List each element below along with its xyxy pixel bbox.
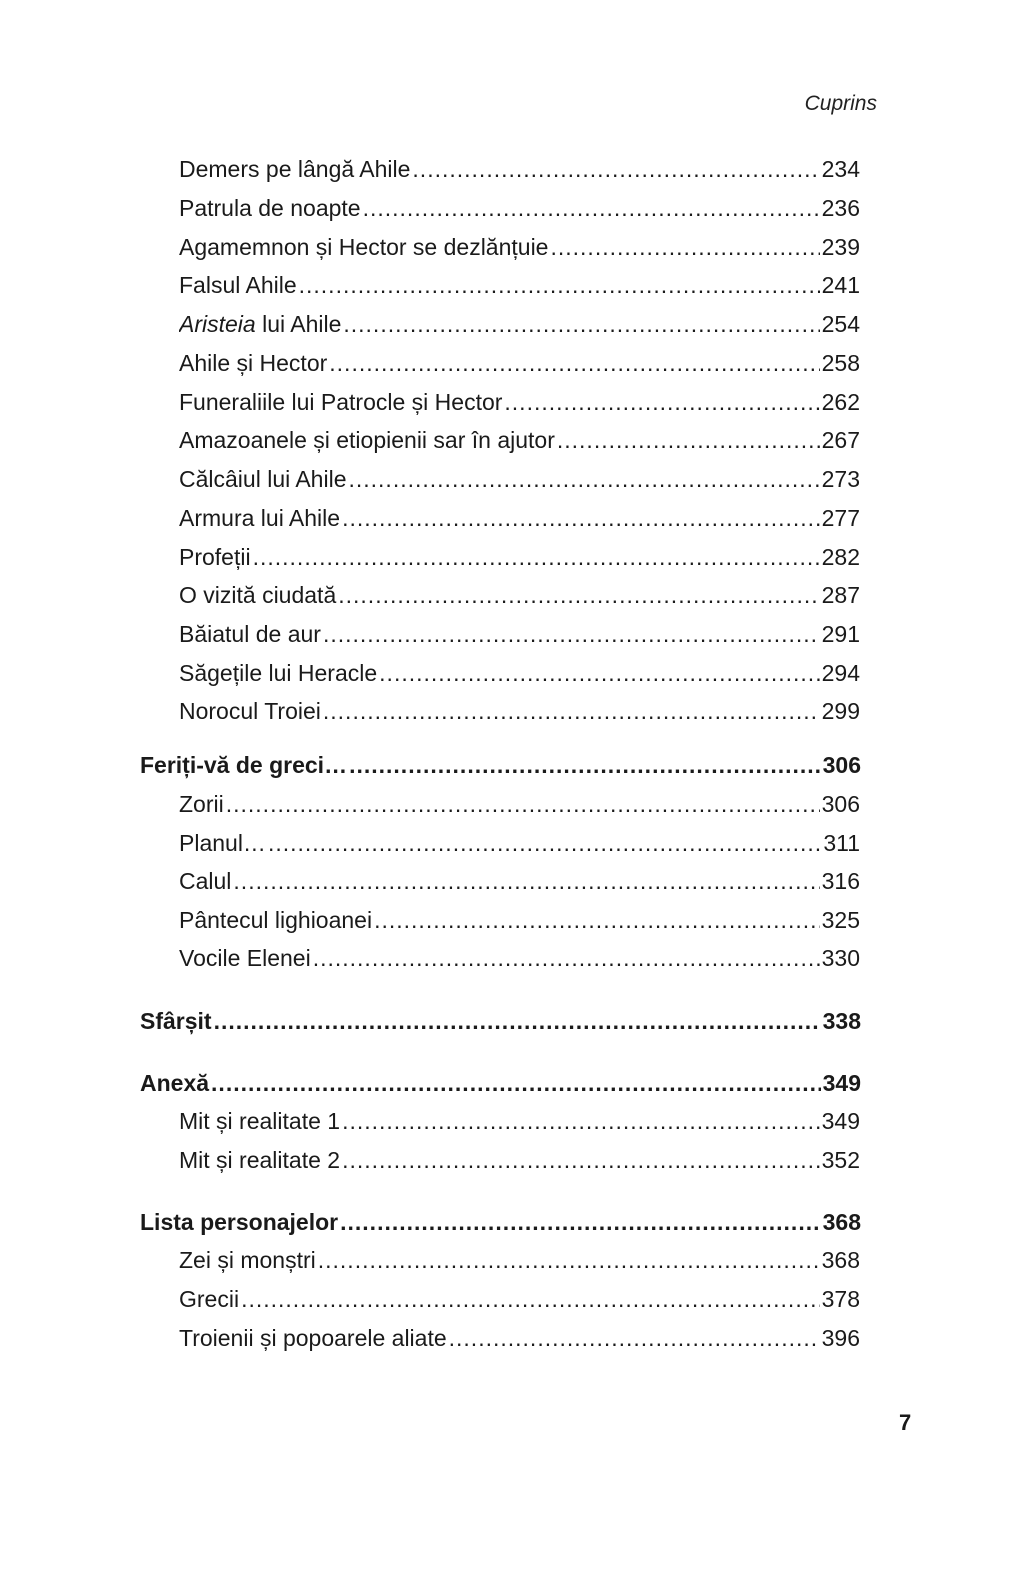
toc-section-title: Anexă xyxy=(140,1070,210,1096)
toc-section xyxy=(140,748,861,782)
dot-leader xyxy=(343,307,819,341)
toc-entry xyxy=(179,152,860,186)
toc-entry-title: Zorii xyxy=(179,791,224,817)
toc-entry xyxy=(179,903,860,937)
toc-entry-title: Calul xyxy=(179,868,232,894)
toc-entry xyxy=(179,1282,860,1316)
toc-entry-title: Demers pe lângă Ahile xyxy=(179,156,411,182)
toc-entry xyxy=(179,423,860,457)
dot-leader xyxy=(557,423,820,457)
toc-entry-title: Armura lui Ahile xyxy=(179,505,341,531)
toc-entry-title xyxy=(179,307,341,341)
dot-leader xyxy=(253,540,820,574)
toc-entry xyxy=(179,617,860,651)
page-number: 7 xyxy=(899,1410,912,1435)
dot-leader xyxy=(313,941,820,975)
dot-leader xyxy=(449,1321,820,1355)
dot-leader xyxy=(241,1282,820,1316)
dot-leader xyxy=(374,903,820,937)
toc-entry-title-italic: Aristeia xyxy=(179,311,256,337)
toc-entry-title: Funeraliile lui Patrocle și Hector xyxy=(179,389,503,415)
toc-entry xyxy=(179,191,860,225)
toc-section-page: 349 xyxy=(822,1070,861,1096)
dot-leader xyxy=(342,501,820,535)
toc-entry xyxy=(179,864,860,898)
toc-entry-title: Amazoanele și etiopienii sar în ajutor xyxy=(179,427,555,453)
dot-leader xyxy=(363,191,820,225)
dot-leader xyxy=(342,1143,820,1177)
toc-entry xyxy=(179,268,860,302)
dot-leader xyxy=(214,1004,821,1038)
toc-entry-title: O vizită ciudată xyxy=(179,582,337,608)
toc-entry xyxy=(179,656,860,690)
dot-leader xyxy=(504,385,819,419)
toc-entry-title: Călcâiul lui Ahile xyxy=(179,466,347,492)
toc-entry-page: 258 xyxy=(821,350,860,376)
toc-section-title: Lista personajelor xyxy=(140,1209,339,1235)
toc-entry xyxy=(179,540,860,574)
toc-entry xyxy=(179,826,860,860)
toc-entry xyxy=(179,462,860,496)
toc-entry-title: Mit și realitate 1 xyxy=(179,1108,341,1134)
toc-entry-title: Pântecul lighioanei xyxy=(179,907,373,933)
toc-entry xyxy=(179,787,860,821)
dot-leader xyxy=(340,1205,821,1239)
toc-entry xyxy=(179,941,860,975)
dot-leader xyxy=(342,1104,820,1138)
dot-leader xyxy=(338,578,819,612)
toc-entry-title: Profeții xyxy=(179,544,251,570)
toc-entry-page: 282 xyxy=(821,544,860,570)
toc-entry-title: Grecii xyxy=(179,1286,240,1312)
dot-leader xyxy=(550,230,819,264)
toc-entry-title-rest: lui Ahile xyxy=(255,311,342,337)
toc-entry xyxy=(179,578,860,612)
toc-entry-page: 291 xyxy=(821,621,860,647)
toc-entry-title: Băiatul de aur xyxy=(179,621,321,647)
toc-entry-page: 294 xyxy=(821,660,860,686)
toc-entry-page: 349 xyxy=(821,1108,860,1134)
toc-entry xyxy=(179,346,860,380)
toc-entry-page: 330 xyxy=(821,945,860,971)
dot-leader xyxy=(348,462,819,496)
dot-leader xyxy=(226,787,820,821)
toc-entry-title: Patrula de noapte xyxy=(179,195,361,221)
toc-entry-page: 234 xyxy=(821,156,860,182)
toc-section-page: 338 xyxy=(822,1008,861,1034)
toc-entry-page: 239 xyxy=(821,234,860,260)
dot-leader xyxy=(329,346,819,380)
toc-entry xyxy=(179,1243,860,1277)
toc-entry-page: 316 xyxy=(821,868,860,894)
toc-entry-page: 396 xyxy=(821,1325,860,1351)
toc-entry-title: Agamemnon și Hector se dezlănțuie xyxy=(179,234,549,260)
toc-entry-page: 287 xyxy=(821,582,860,608)
toc-entry-page: 277 xyxy=(821,505,860,531)
running-head: Cuprins xyxy=(804,92,877,115)
toc-entry-page: 241 xyxy=(821,272,860,298)
toc-section xyxy=(140,1066,861,1100)
dot-leader xyxy=(323,694,820,728)
toc-section-title: Feriți-vă de greci… xyxy=(140,752,348,778)
toc-section-page: 368 xyxy=(822,1209,861,1235)
toc-entry-page: 378 xyxy=(821,1286,860,1312)
toc-entry-title: Planul… xyxy=(179,830,266,856)
toc-entry-page: 273 xyxy=(821,466,860,492)
toc-entry-title: Vocile Elenei xyxy=(179,945,311,971)
toc-entry xyxy=(179,501,860,535)
toc-entry xyxy=(179,385,860,419)
toc-entry-page: 254 xyxy=(821,311,860,337)
toc-entry-title: Ahile și Hector xyxy=(179,350,328,376)
dot-leader xyxy=(323,617,820,651)
toc-entry-page: 262 xyxy=(821,389,860,415)
dot-leader xyxy=(349,748,821,782)
toc-entry xyxy=(179,1321,860,1355)
dot-leader xyxy=(211,1066,821,1100)
toc-section-page: 306 xyxy=(822,752,861,778)
toc-entry xyxy=(179,694,860,728)
toc-entry-title: Săgețile lui Heracle xyxy=(179,660,378,686)
toc-entry-title: Mit și realitate 2 xyxy=(179,1147,341,1173)
toc-entry-page: 311 xyxy=(823,830,860,856)
toc-entry-page: 325 xyxy=(821,907,860,933)
dot-leader xyxy=(233,864,819,898)
dot-leader xyxy=(412,152,819,186)
toc-entry-title: Falsul Ahile xyxy=(179,272,297,298)
toc-entry-page: 267 xyxy=(821,427,860,453)
toc-entry-title: Norocul Troiei xyxy=(179,698,321,724)
toc-entry-page: 236 xyxy=(821,195,860,221)
toc-section-title: Sfârșit xyxy=(140,1008,212,1034)
toc-entry-title: Zei și monștri xyxy=(179,1247,316,1273)
toc-section xyxy=(140,1205,861,1239)
dot-leader xyxy=(318,1243,820,1277)
dot-leader xyxy=(299,268,820,302)
toc-entry-title: Troienii și popoarele aliate xyxy=(179,1325,447,1351)
toc-entry-page: 299 xyxy=(821,698,860,724)
dot-leader xyxy=(268,826,821,860)
toc-section xyxy=(140,1004,861,1038)
toc-entry-page: 352 xyxy=(821,1147,860,1173)
toc-entry xyxy=(179,307,860,341)
toc-entry xyxy=(179,1143,860,1177)
toc-entry xyxy=(179,1104,860,1138)
dot-leader xyxy=(379,656,819,690)
toc-entry-page: 306 xyxy=(821,791,860,817)
toc-entry xyxy=(179,230,860,264)
toc-entry-page: 368 xyxy=(821,1247,860,1273)
